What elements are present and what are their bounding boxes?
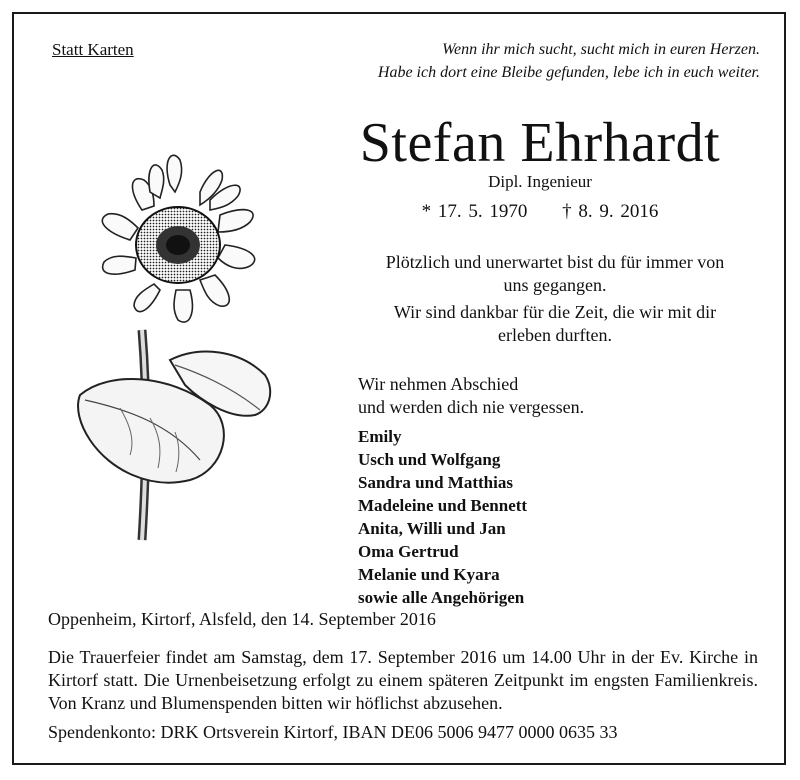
family-member: Usch und Wolfgang bbox=[358, 450, 501, 469]
deceased-title: Dipl. Ingenieur bbox=[488, 172, 592, 191]
message-line: uns gegangen. bbox=[503, 275, 607, 295]
deceased-name: Stefan Ehrhardt bbox=[359, 112, 721, 174]
donation-account: Spendenkonto: DRK Ortsverein Kirtorf, IBAN DE06 5006 9477 0000 0635 33 bbox=[48, 722, 618, 742]
birth-date: * 17. 5. 1970 bbox=[421, 201, 528, 222]
family-list bbox=[358, 425, 527, 609]
death-date: † 8. 9. 2016 bbox=[562, 201, 659, 222]
family-member: Sandra und Matthias bbox=[358, 473, 513, 492]
farewell-line: und werden dich nie vergessen. bbox=[358, 397, 585, 417]
family-member: Melanie und Kyara bbox=[358, 565, 500, 584]
family-member: Emily bbox=[358, 427, 402, 446]
life-dates bbox=[330, 201, 750, 223]
quote-line-2: Habe ich dort eine Bleibe gefunden, lebe ich in euch weiter. bbox=[377, 64, 760, 81]
statt-karten-label: Statt Karten bbox=[52, 40, 134, 59]
family-member: Oma Gertrud bbox=[358, 542, 459, 561]
message-paragraph-1 bbox=[345, 251, 765, 297]
farewell-text bbox=[358, 373, 584, 419]
funeral-service-info: Die Trauerfeier findet am Samstag, dem 17. September 2016 um 14.00 Uhr in der Ev. Kirche in Kirtorf statt. Die Urnenbeisetzung erfolgt zu einem späteren Zeitpunkt im engsten Familienkreis. Von Kranz und Blumenspenden bitten wir höflichst abzusehen. bbox=[48, 647, 758, 713]
family-member: Anita, Willi und Jan bbox=[358, 519, 506, 538]
place-and-date: Oppenheim, Kirtorf, Alsfeld, den 14. September 2016 bbox=[48, 609, 436, 629]
message-line: erleben durften. bbox=[498, 325, 612, 345]
family-member: sowie alle Angehörigen bbox=[358, 588, 525, 607]
quote-line-1: Wenn ihr mich sucht, sucht mich in euren Herzen. bbox=[442, 41, 760, 58]
sunflower-illustration bbox=[50, 150, 290, 550]
message-paragraph-2 bbox=[345, 301, 765, 347]
epigraph-quote bbox=[290, 38, 760, 84]
farewell-line: Wir nehmen Abschied bbox=[358, 374, 519, 394]
family-member: Madeleine und Bennett bbox=[358, 496, 528, 515]
message-line: Plötzlich und unerwartet bist du für immer von bbox=[385, 252, 725, 272]
message-line: Wir sind dankbar für die Zeit, die wir mit dir bbox=[393, 302, 717, 322]
